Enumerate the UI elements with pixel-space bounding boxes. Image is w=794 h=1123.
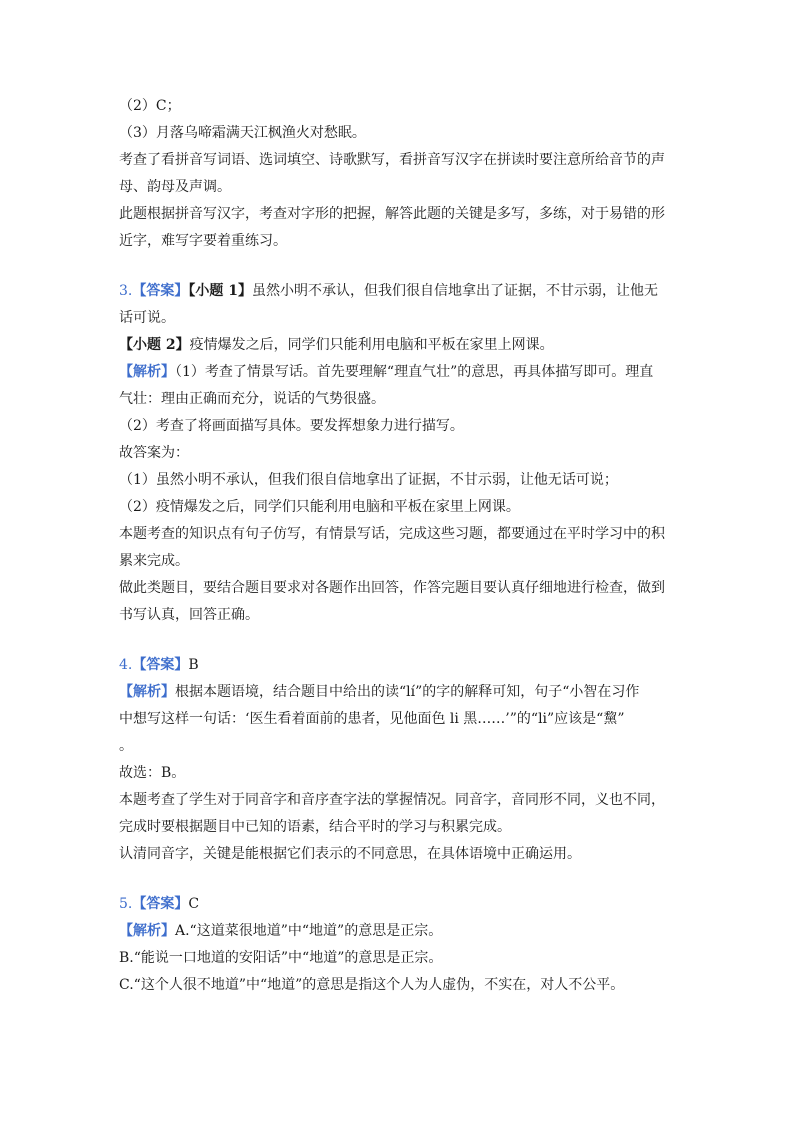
line-text: A.“这道菜很地道”中“地道”的意思是正宗。 bbox=[175, 923, 443, 939]
text-line bbox=[119, 201, 679, 228]
line-text: 疫情爆发之后，同学们只能利用电脑和平板在家里上网课。 bbox=[189, 337, 554, 353]
answer-block bbox=[119, 278, 679, 629]
line-text: B.“能说一口地道的安阳话”中“地道”的意思是正宗。 bbox=[119, 950, 443, 966]
section-tag: 【解析】 bbox=[119, 684, 175, 700]
answer-block bbox=[119, 891, 679, 999]
text-line bbox=[119, 359, 679, 386]
text-line bbox=[119, 440, 679, 467]
line-text: 累来完成。 bbox=[119, 553, 189, 569]
line-text: C.“这个人很不地道”中“地道”的意思是指这个人为人虚伪，不实在，对人不公平。 bbox=[119, 977, 625, 993]
text-line bbox=[119, 228, 679, 255]
line-text: 考查了看拼音写词语、选词填空、诗歌默写，看拼音写汉字在拼读时要注意所给音节的声 bbox=[119, 152, 665, 168]
line-text: （2）C； bbox=[119, 98, 181, 114]
line-text: 母、韵母及声调。 bbox=[119, 179, 231, 195]
text-line bbox=[119, 602, 679, 629]
answer-explanations bbox=[119, 93, 679, 999]
text-line bbox=[119, 814, 679, 841]
line-text: 话可说。 bbox=[119, 310, 175, 326]
line-text: C bbox=[188, 896, 200, 912]
text-line bbox=[119, 733, 679, 760]
subquestion-label: 【小题 2】 bbox=[119, 337, 190, 353]
block-gap bbox=[119, 629, 679, 652]
section-tag: 【答案】 bbox=[132, 896, 189, 912]
text-line bbox=[119, 494, 679, 521]
line-text: （1）虽然小明不承认，但我们很自信地拿出了证据，不甘示弱，让他无话可说； bbox=[119, 472, 618, 488]
text-line bbox=[119, 891, 679, 918]
line-text: （2）考查了将画面描写具体。要发挥想象力进行描写。 bbox=[119, 418, 464, 434]
line-text: 根据本题语境，结合题目中给出的读“lí”的字的解释可知，句子“小智在习作 bbox=[175, 684, 640, 700]
block-gap bbox=[119, 868, 679, 891]
question-number: 4. bbox=[119, 657, 133, 673]
text-line bbox=[119, 305, 679, 332]
section-tag: 【答案】 bbox=[132, 657, 189, 673]
line-text: 本题考查了学生对于同音字和音序查字法的掌握情况。同音字，音同形不同，义也不同， bbox=[119, 792, 665, 808]
text-line bbox=[119, 332, 679, 359]
section-tag: 【解析】 bbox=[119, 923, 175, 939]
block-gap bbox=[119, 255, 679, 278]
text-line bbox=[119, 147, 679, 174]
text-line bbox=[119, 521, 679, 548]
line-text: B bbox=[188, 657, 199, 673]
line-text: 书写认真，回答正确。 bbox=[119, 607, 259, 623]
line-text: 完成时要根据题目中已知的语素，结合平时的学习与积累完成。 bbox=[119, 819, 511, 835]
text-line bbox=[119, 706, 679, 733]
line-text: （1）考查了情景写话。首先要理解“理直气壮”的意思，再具体描写即可。理直 bbox=[175, 364, 654, 380]
line-text: 近字，难写字要着重练习。 bbox=[119, 233, 287, 249]
line-text: 认清同音字，关键是能根据它们表示的不同意思，在具体语境中正确运用。 bbox=[119, 846, 581, 862]
line-text: 气壮：理由正确而充分，说话的气势很盛。 bbox=[119, 391, 385, 407]
text-line bbox=[119, 413, 679, 440]
question-number: 3. bbox=[119, 283, 133, 299]
line-text: 此题根据拼音写汉字，考查对字形的把握，解答此题的关键是多写，多练，对于易错的形 bbox=[119, 206, 665, 222]
text-line bbox=[119, 841, 679, 868]
text-line bbox=[119, 652, 679, 679]
section-tag: 【答案】 bbox=[132, 283, 189, 299]
text-line bbox=[119, 575, 679, 602]
text-line bbox=[119, 945, 679, 972]
line-text: 做此类题目，要结合题目要求对各题作出回答，作答完题目要认真仔细地进行检查，做到 bbox=[119, 580, 665, 596]
line-text: 中想写这样一句话：‘医生看着面前的患者，见他面色 li 黑……’”的“li”应该是“黧” bbox=[119, 711, 625, 727]
line-text: 本题考查的知识点有句子仿写，有情景写话，完成这些习题，都要通过在平时学习中的积 bbox=[119, 526, 665, 542]
subquestion-label: 【小题 1】 bbox=[188, 283, 252, 299]
text-line bbox=[119, 548, 679, 575]
text-line bbox=[119, 760, 679, 787]
line-text: 虽然小明不承认，但我们很自信地拿出了证据，不甘示弱，让他无 bbox=[251, 283, 658, 299]
line-text: 故选：B。 bbox=[119, 765, 186, 781]
question-number: 5. bbox=[119, 896, 133, 912]
line-text: （3）月落乌啼霜满天江枫渔火对愁眠。 bbox=[119, 125, 366, 141]
text-line bbox=[119, 386, 679, 413]
text-line bbox=[119, 787, 679, 814]
text-line bbox=[119, 467, 679, 494]
text-line bbox=[119, 679, 679, 706]
answer-block bbox=[119, 652, 679, 868]
text-line bbox=[119, 918, 679, 945]
answer-block bbox=[119, 93, 679, 255]
text-line bbox=[119, 972, 679, 999]
text-line bbox=[119, 174, 679, 201]
line-text: 故答案为： bbox=[119, 445, 189, 461]
text-line bbox=[119, 278, 679, 305]
section-tag: 【解析】 bbox=[119, 364, 175, 380]
line-text: 。 bbox=[119, 738, 133, 754]
text-line bbox=[119, 93, 679, 120]
text-line bbox=[119, 120, 679, 147]
line-text: （2）疫情爆发之后，同学们只能利用电脑和平板在家里上网课。 bbox=[119, 499, 520, 515]
